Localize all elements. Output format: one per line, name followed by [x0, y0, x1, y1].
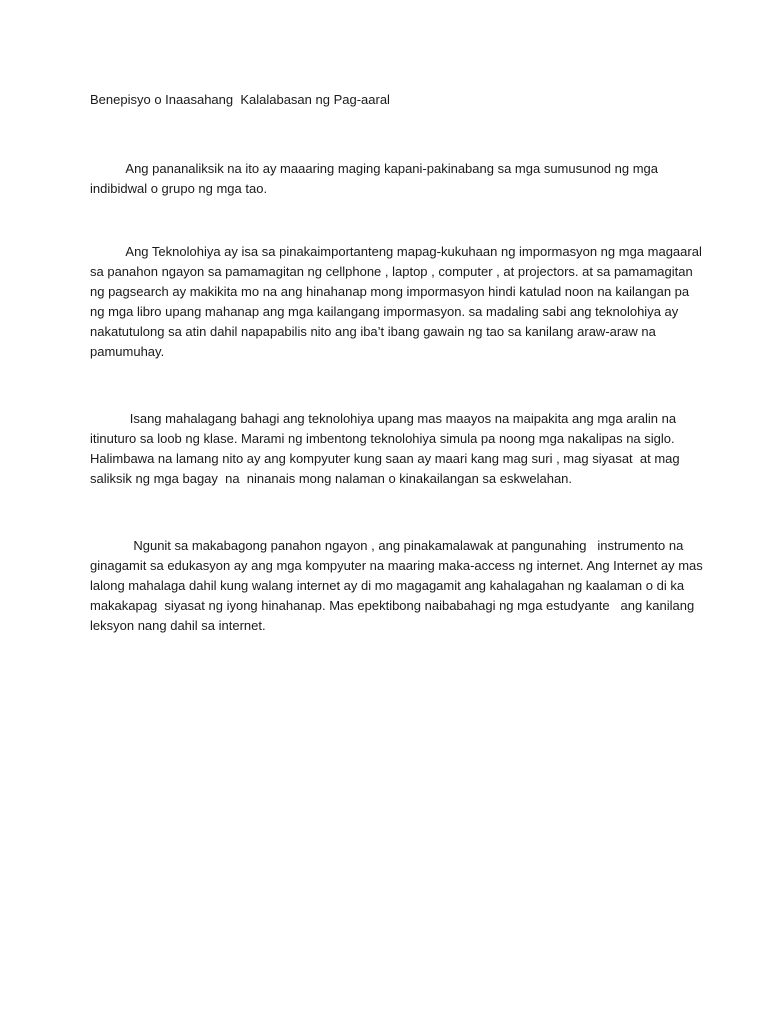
paragraph-line: ng mga libro upang mahanap ang mga kailangang impormasyon. sa madaling sabi ang teknolohiya ay	[90, 304, 679, 319]
paragraph-line: indibidwal o grupo ng mga tao.	[90, 181, 268, 196]
paragraph-line: ginagamit sa edukasyon ay ang mga kompyuter na maaring maka-access ng internet. Ang Internet ay mas	[90, 558, 703, 573]
paragraph-line: nakatutulong sa atin dahil napapabilis nito ang iba’t ibang gawain ng tao sa kanilang araw-araw na	[90, 324, 656, 339]
paragraph-line: Ang Teknolohiya ay isa sa pinakaimportanteng mapag-kukuhaan ng impormasyon ng mga magaaral	[90, 244, 702, 259]
paragraph-line: Ngunit sa makabagong panahon ngayon , ang pinakamalawak at pangunahing instrumento na	[90, 538, 684, 553]
paragraph-line: makakapag siyasat ng iyong hinahanap. Mas epektibong naibabahagi ng mga estudyante ang kanilang	[90, 598, 695, 613]
paragraph-3	[90, 409, 690, 489]
paragraph-line: leksyon nang dahil sa internet.	[90, 618, 266, 633]
paragraph-line: lalong mahalaga dahil kung walang internet ay di mo magagamit ang kahalagahan ng kaalaman o di ka	[90, 578, 685, 593]
paragraph-line: saliksik ng mga bagay na ninanais mong nalaman o kinakailangan sa eskwelahan.	[90, 471, 573, 486]
document-title: Benepisyo o Inaasahang Kalalabasan ng Pag-aaral	[90, 92, 390, 107]
paragraph-line: sa panahon ngayon sa pamamagitan ng cellphone , laptop , computer , at projectors. at sa pamamagitan	[90, 264, 693, 279]
paragraph-line: itinuturo sa loob ng klase. Marami ng imbentong teknolohiya simula pa noong mga nakalipas na siglo.	[90, 431, 675, 446]
paragraph-line: Halimbawa na lamang nito ay ang kompyuter kung saan ay maari kang mag suri , mag siyasat at mag	[90, 451, 680, 466]
paragraph-2	[90, 242, 702, 362]
paragraph-line: ng pagsearch ay makikita mo na ang hinahanap mong impormasyon hindi katulad noon na kailangan pa	[90, 284, 690, 299]
paragraph-line: Isang mahalagang bahagi ang teknolohiya upang mas maayos na maipakita ang mga aralin na	[90, 411, 677, 426]
paragraph-1	[90, 159, 690, 199]
paragraph-4	[90, 536, 703, 636]
paragraph-line: pamumuhay.	[90, 344, 165, 359]
paragraph-line: Ang pananaliksik na ito ay maaaring maging kapani-pakinabang sa mga sumusunod ng mga	[90, 161, 659, 176]
